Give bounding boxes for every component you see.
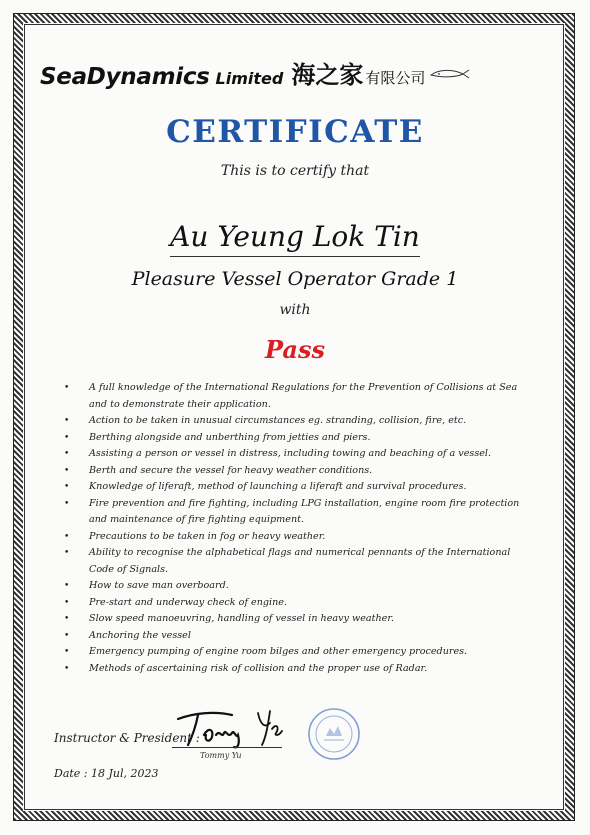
brand-chinese-name: 海之家 — [291, 61, 364, 89]
signature-line — [172, 747, 282, 748]
list-item: • Slow speed manoeuvring, handling of vessel in heavy weather. — [64, 611, 524, 628]
result-text: Pass — [265, 335, 325, 364]
brand-chinese-suffix: 有限公司 — [365, 69, 426, 87]
list-item: • Pre-start and underway check of engine. — [64, 595, 524, 612]
list-item: • Knowledge of liferaft, method of launching a liferaft and survival procedures. — [64, 479, 524, 496]
list-item: • Fire prevention and fire fighting, including LPG installation, engine room fire protection and maintenance of fire fighting equipment. — [64, 496, 524, 529]
list-item: • Assisting a person or vessel in distress, including towing and beaching of a vessel. — [64, 446, 524, 463]
list-item: • Methods of ascertaining risk of collision and the proper use of Radar. — [64, 661, 524, 678]
list-item: • Emergency pumping of engine room bilges and other emergency procedures. — [64, 644, 524, 661]
certificate-title: CERTIFICATE — [166, 114, 424, 150]
name-underline — [170, 256, 420, 257]
instructor-label: Instructor & President : — [54, 731, 200, 745]
signer-name: Tommy Yu — [200, 751, 242, 760]
brand-name: SeaDynamics — [40, 64, 210, 90]
recipient-name: Au Yeung Lok Tin — [170, 220, 420, 253]
list-item: • Action to be taken in unusual circumstances eg. stranding, collision, fire, etc. — [64, 413, 524, 430]
company-seal-icon — [306, 706, 362, 766]
list-item: • Berth and secure the vessel for heavy weather conditions. — [64, 463, 524, 480]
list-item: • How to save man overboard. — [64, 578, 524, 595]
issue-date: Date : 18 Jul, 2023 — [54, 767, 159, 780]
list-item: • Ability to recognise the alphabetical flags and numerical pennants of the International Code of Signals. — [64, 545, 524, 578]
list-item: • Berthing alongside and unberthing from jetties and piers. — [64, 430, 524, 447]
course-title: Pleasure Vessel Operator Grade 1 — [131, 268, 459, 290]
fish-icon — [429, 66, 471, 86]
with-text: with — [279, 302, 311, 318]
brand-suffix: Limited — [215, 69, 284, 88]
certify-text: This is to certify that — [220, 163, 370, 179]
list-item: • Anchoring the vessel — [64, 628, 524, 645]
company-header — [40, 58, 550, 90]
competency-list — [64, 380, 524, 677]
signature-icon — [174, 705, 284, 753]
list-item: • Precautions to be taken in fog or heavy weather. — [64, 529, 524, 546]
list-item: • A full knowledge of the International Regulations for the Prevention of Collisions at Sea and to demonstrate their application. — [64, 380, 524, 413]
